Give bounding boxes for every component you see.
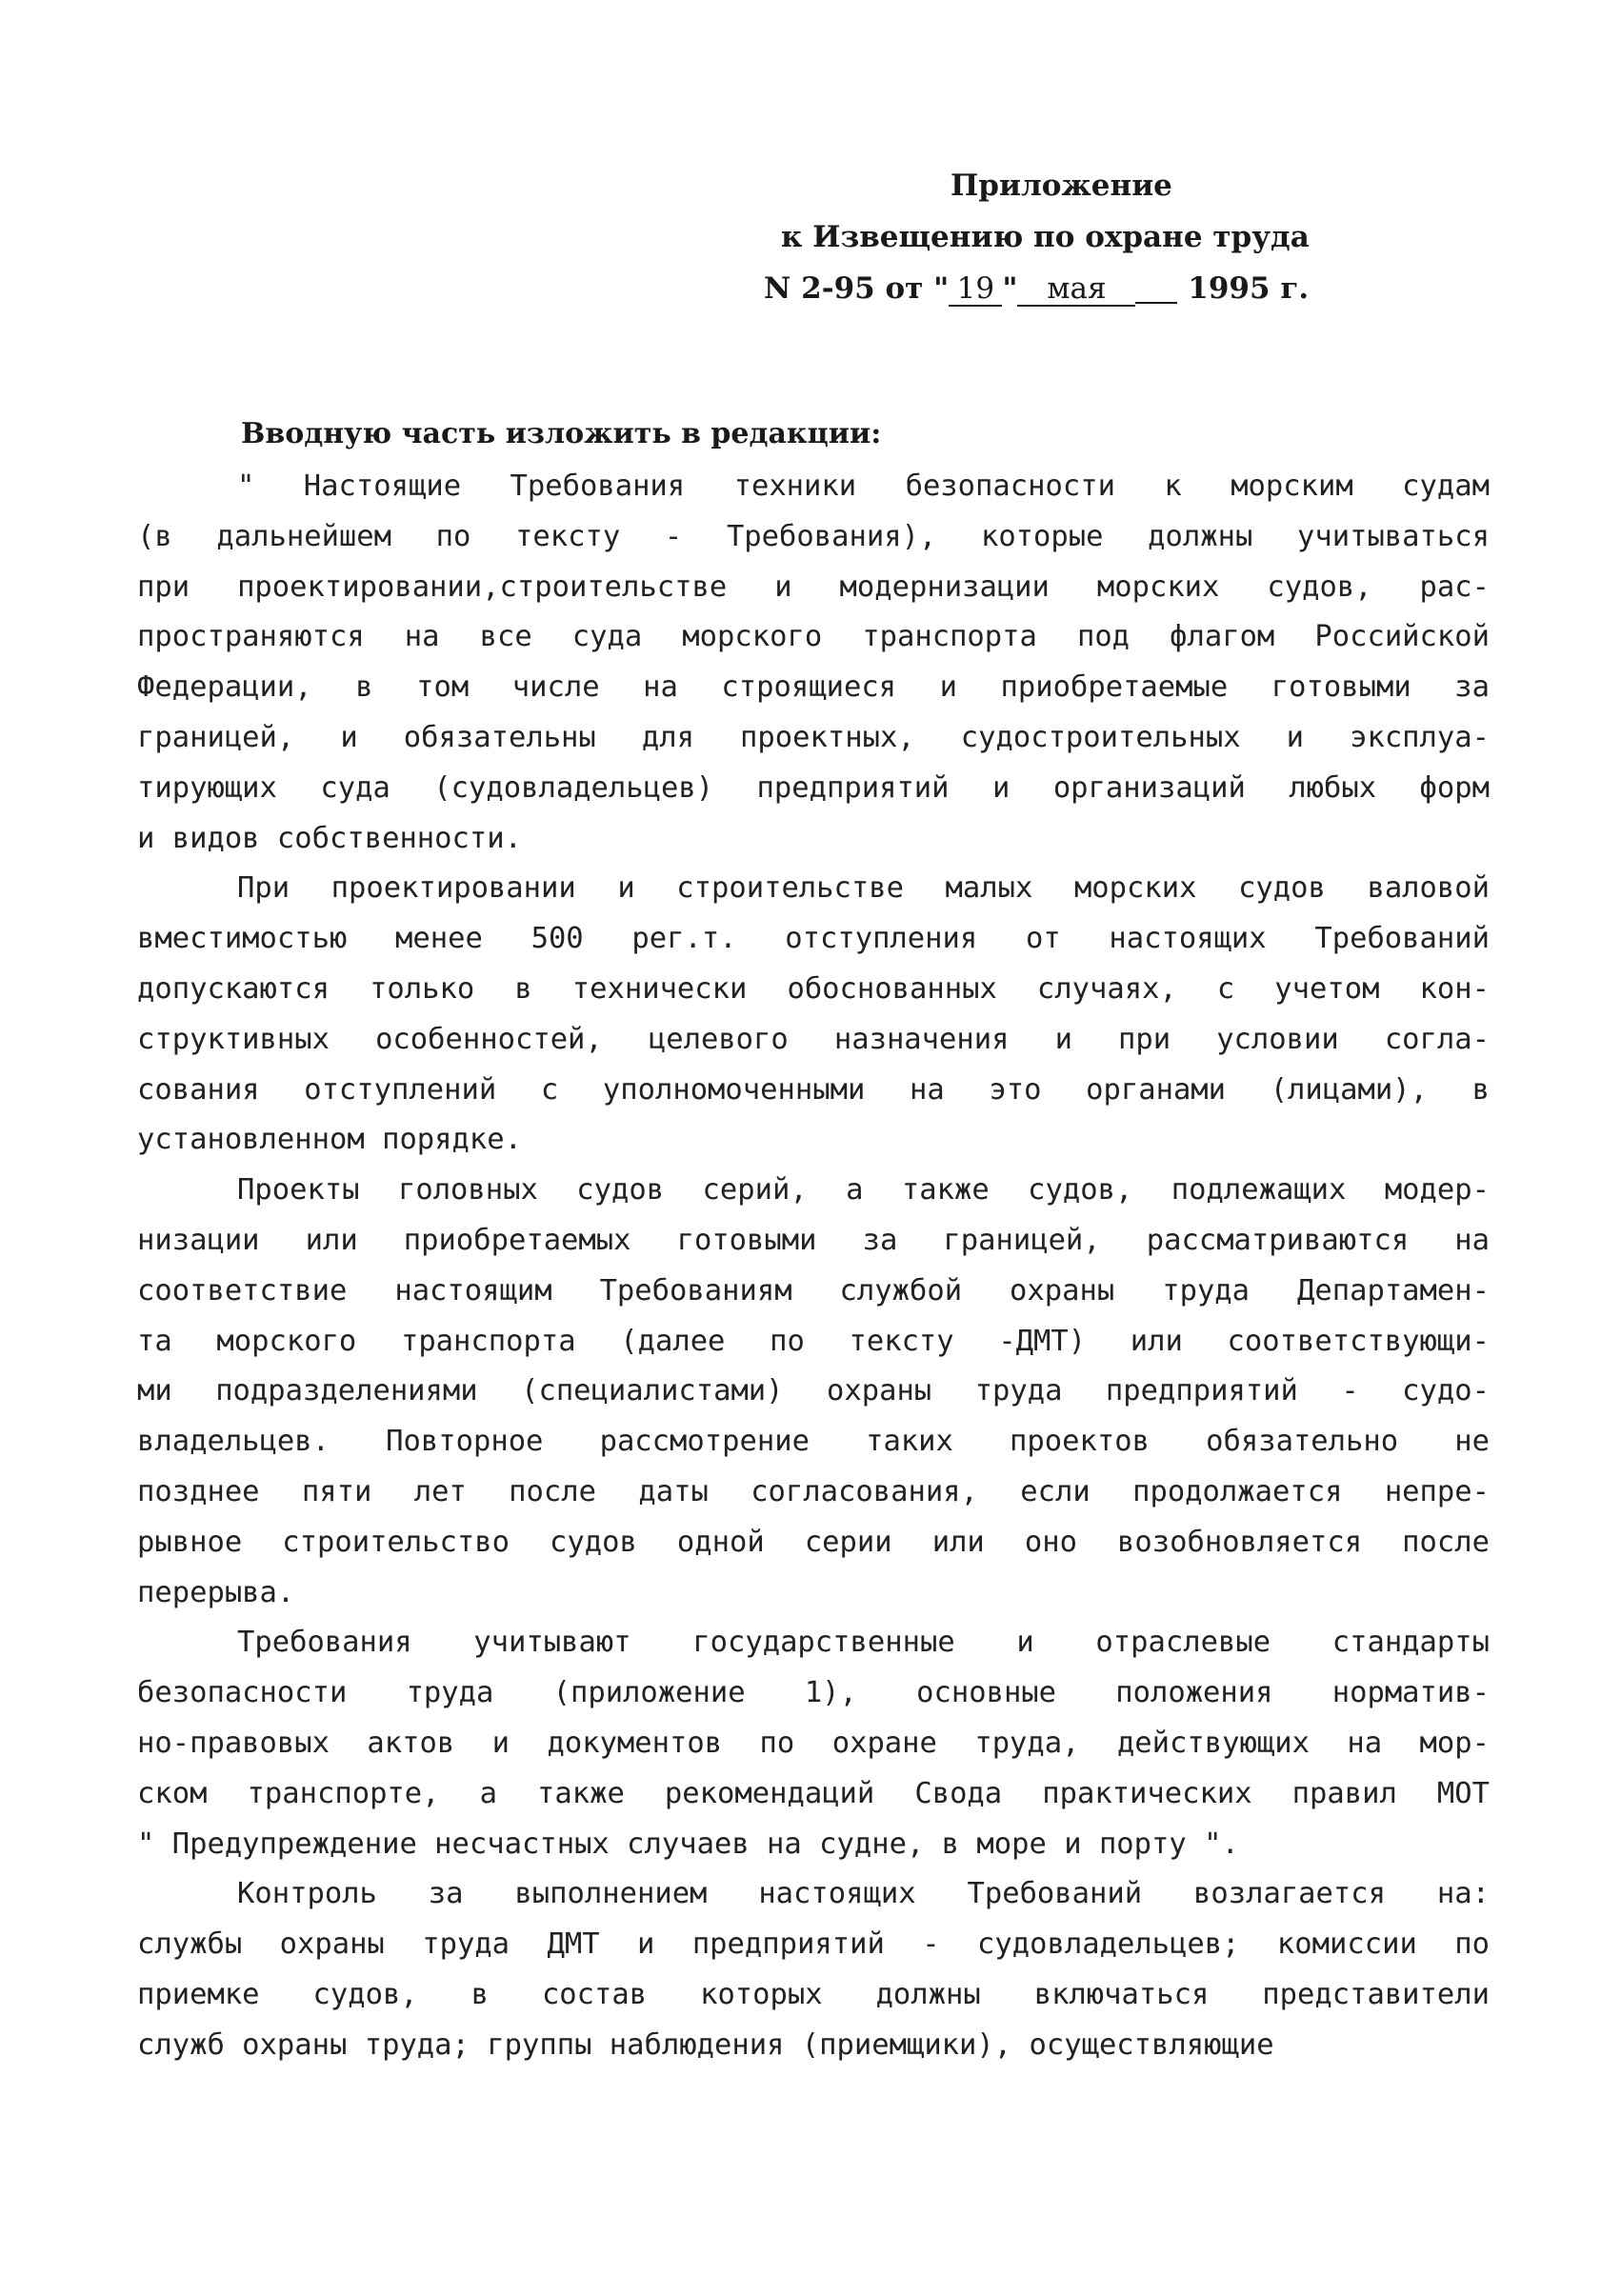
paragraph-line: границей, и обязательны для проектных, судостроительных и эксплуа- bbox=[137, 720, 1490, 754]
intro-heading: Вводную часть изложить в редакции: bbox=[241, 417, 882, 450]
paragraph-line: Федерации, в том числе на строящиеся и приобретаемые готовыми за bbox=[137, 670, 1490, 705]
paragraph bbox=[137, 1618, 1490, 1869]
paragraph-line: перерыва. bbox=[137, 1575, 295, 1609]
paragraph-line: При проектировании и строительстве малых морских судов валовой bbox=[237, 871, 1490, 906]
notice-number: N 2-95 от " bbox=[764, 271, 950, 306]
notice-month: мая bbox=[1017, 272, 1135, 307]
appendix-reference: к Извещению по охране труда bbox=[781, 220, 1310, 254]
paragraph-line: (в дальнейшем по тексту - Требования), которые должны учитываться bbox=[137, 519, 1490, 553]
notice-quote: " bbox=[1002, 271, 1018, 306]
paragraph-line: приемке судов, в состав которых должны включаться представители bbox=[137, 1977, 1490, 2011]
paragraph-line: Требования учитывают государственные и отраслевые стандарты bbox=[237, 1626, 1490, 1660]
paragraph-line: низации или приобретаемых готовыми за границей, рассматриваются на bbox=[137, 1223, 1490, 1257]
month-underline-tail bbox=[1135, 300, 1177, 304]
paragraph-line: ском транспорте, а также рекомендаций Свода практических правил МОТ bbox=[137, 1776, 1490, 1810]
paragraph bbox=[137, 864, 1490, 1166]
paragraph-line: установленном порядке. bbox=[137, 1123, 522, 1157]
notice-number-date bbox=[764, 263, 1391, 314]
paragraph-line: та морского транспорта (далее по тексту -ДМТ) или соответствующи- bbox=[137, 1324, 1490, 1358]
paragraph-line: и видов собственности. bbox=[137, 821, 522, 855]
notice-year: 1995 г. bbox=[1188, 271, 1310, 306]
paragraph-line: пространяются на все суда морского транспорта под флагом Российской bbox=[137, 620, 1490, 654]
paragraph-line: Проекты головных судов серий, а также судов, подлежащих модер- bbox=[237, 1173, 1490, 1208]
paragraph-line: тирующих суда (судовладельцев) предприятий и организаций любых форм bbox=[137, 770, 1490, 805]
paragraph-line: но-правовых актов и документов по охране труда, действующих на мор- bbox=[137, 1726, 1490, 1760]
paragraph bbox=[137, 1869, 1490, 2070]
paragraph-line: при проектировании,строительстве и модернизации морских судов, рас- bbox=[137, 569, 1490, 604]
paragraph-line: вместимостью менее 500 рег.т. отступления от настоящих Требований bbox=[137, 922, 1490, 956]
paragraph bbox=[137, 462, 1490, 864]
paragraph-line: Контроль за выполнением настоящих Требований возлагается на: bbox=[237, 1877, 1490, 1911]
paragraph-line: владельцев. Повторное рассмотрение таких проектов обязательно не bbox=[137, 1425, 1490, 1459]
paragraph-line: ми подразделениями (специалистами) охраны труда предприятий - судо- bbox=[137, 1374, 1490, 1408]
paragraph-line: позднее пяти лет после даты согласования, если продолжается непре- bbox=[137, 1474, 1490, 1508]
paragraph-line: служб охраны труда; группы наблюдения (приемщики), осуществляющие bbox=[137, 2027, 1274, 2062]
appendix-header bbox=[764, 160, 1391, 314]
notice-day: 19 bbox=[949, 272, 1002, 307]
paragraph-line: " Настоящие Требования техники безопасности к морским судам bbox=[237, 469, 1490, 503]
paragraph-line: безопасности труда (приложение 1), основные положения норматив- bbox=[137, 1676, 1490, 1710]
paragraph-line: структивных особенностей, целевого назначения и при условии согла- bbox=[137, 1022, 1490, 1056]
paragraph-line: " Предупреждение несчастных случаев на судне, в море и порту ". bbox=[137, 1827, 1239, 1861]
paragraph-line: соответствие настоящим Требованиям службой охраны труда Департамен- bbox=[137, 1273, 1490, 1308]
paragraph-line: службы охраны труда ДМТ и предприятий - судовладельцев; комиссии по bbox=[137, 1927, 1490, 1962]
paragraph-line: сования отступлений с уполномоченными на это органами (лицами), в bbox=[137, 1072, 1490, 1107]
appendix-title: Приложение bbox=[951, 169, 1172, 203]
paragraph bbox=[137, 1166, 1490, 1618]
paragraph-line: допускаются только в технически обоснованных случаях, с учетом кон- bbox=[137, 971, 1490, 1006]
paragraph-line: рывное строительство судов одной серии или оно возобновляется после bbox=[137, 1525, 1490, 1559]
document-body bbox=[137, 462, 1490, 2071]
